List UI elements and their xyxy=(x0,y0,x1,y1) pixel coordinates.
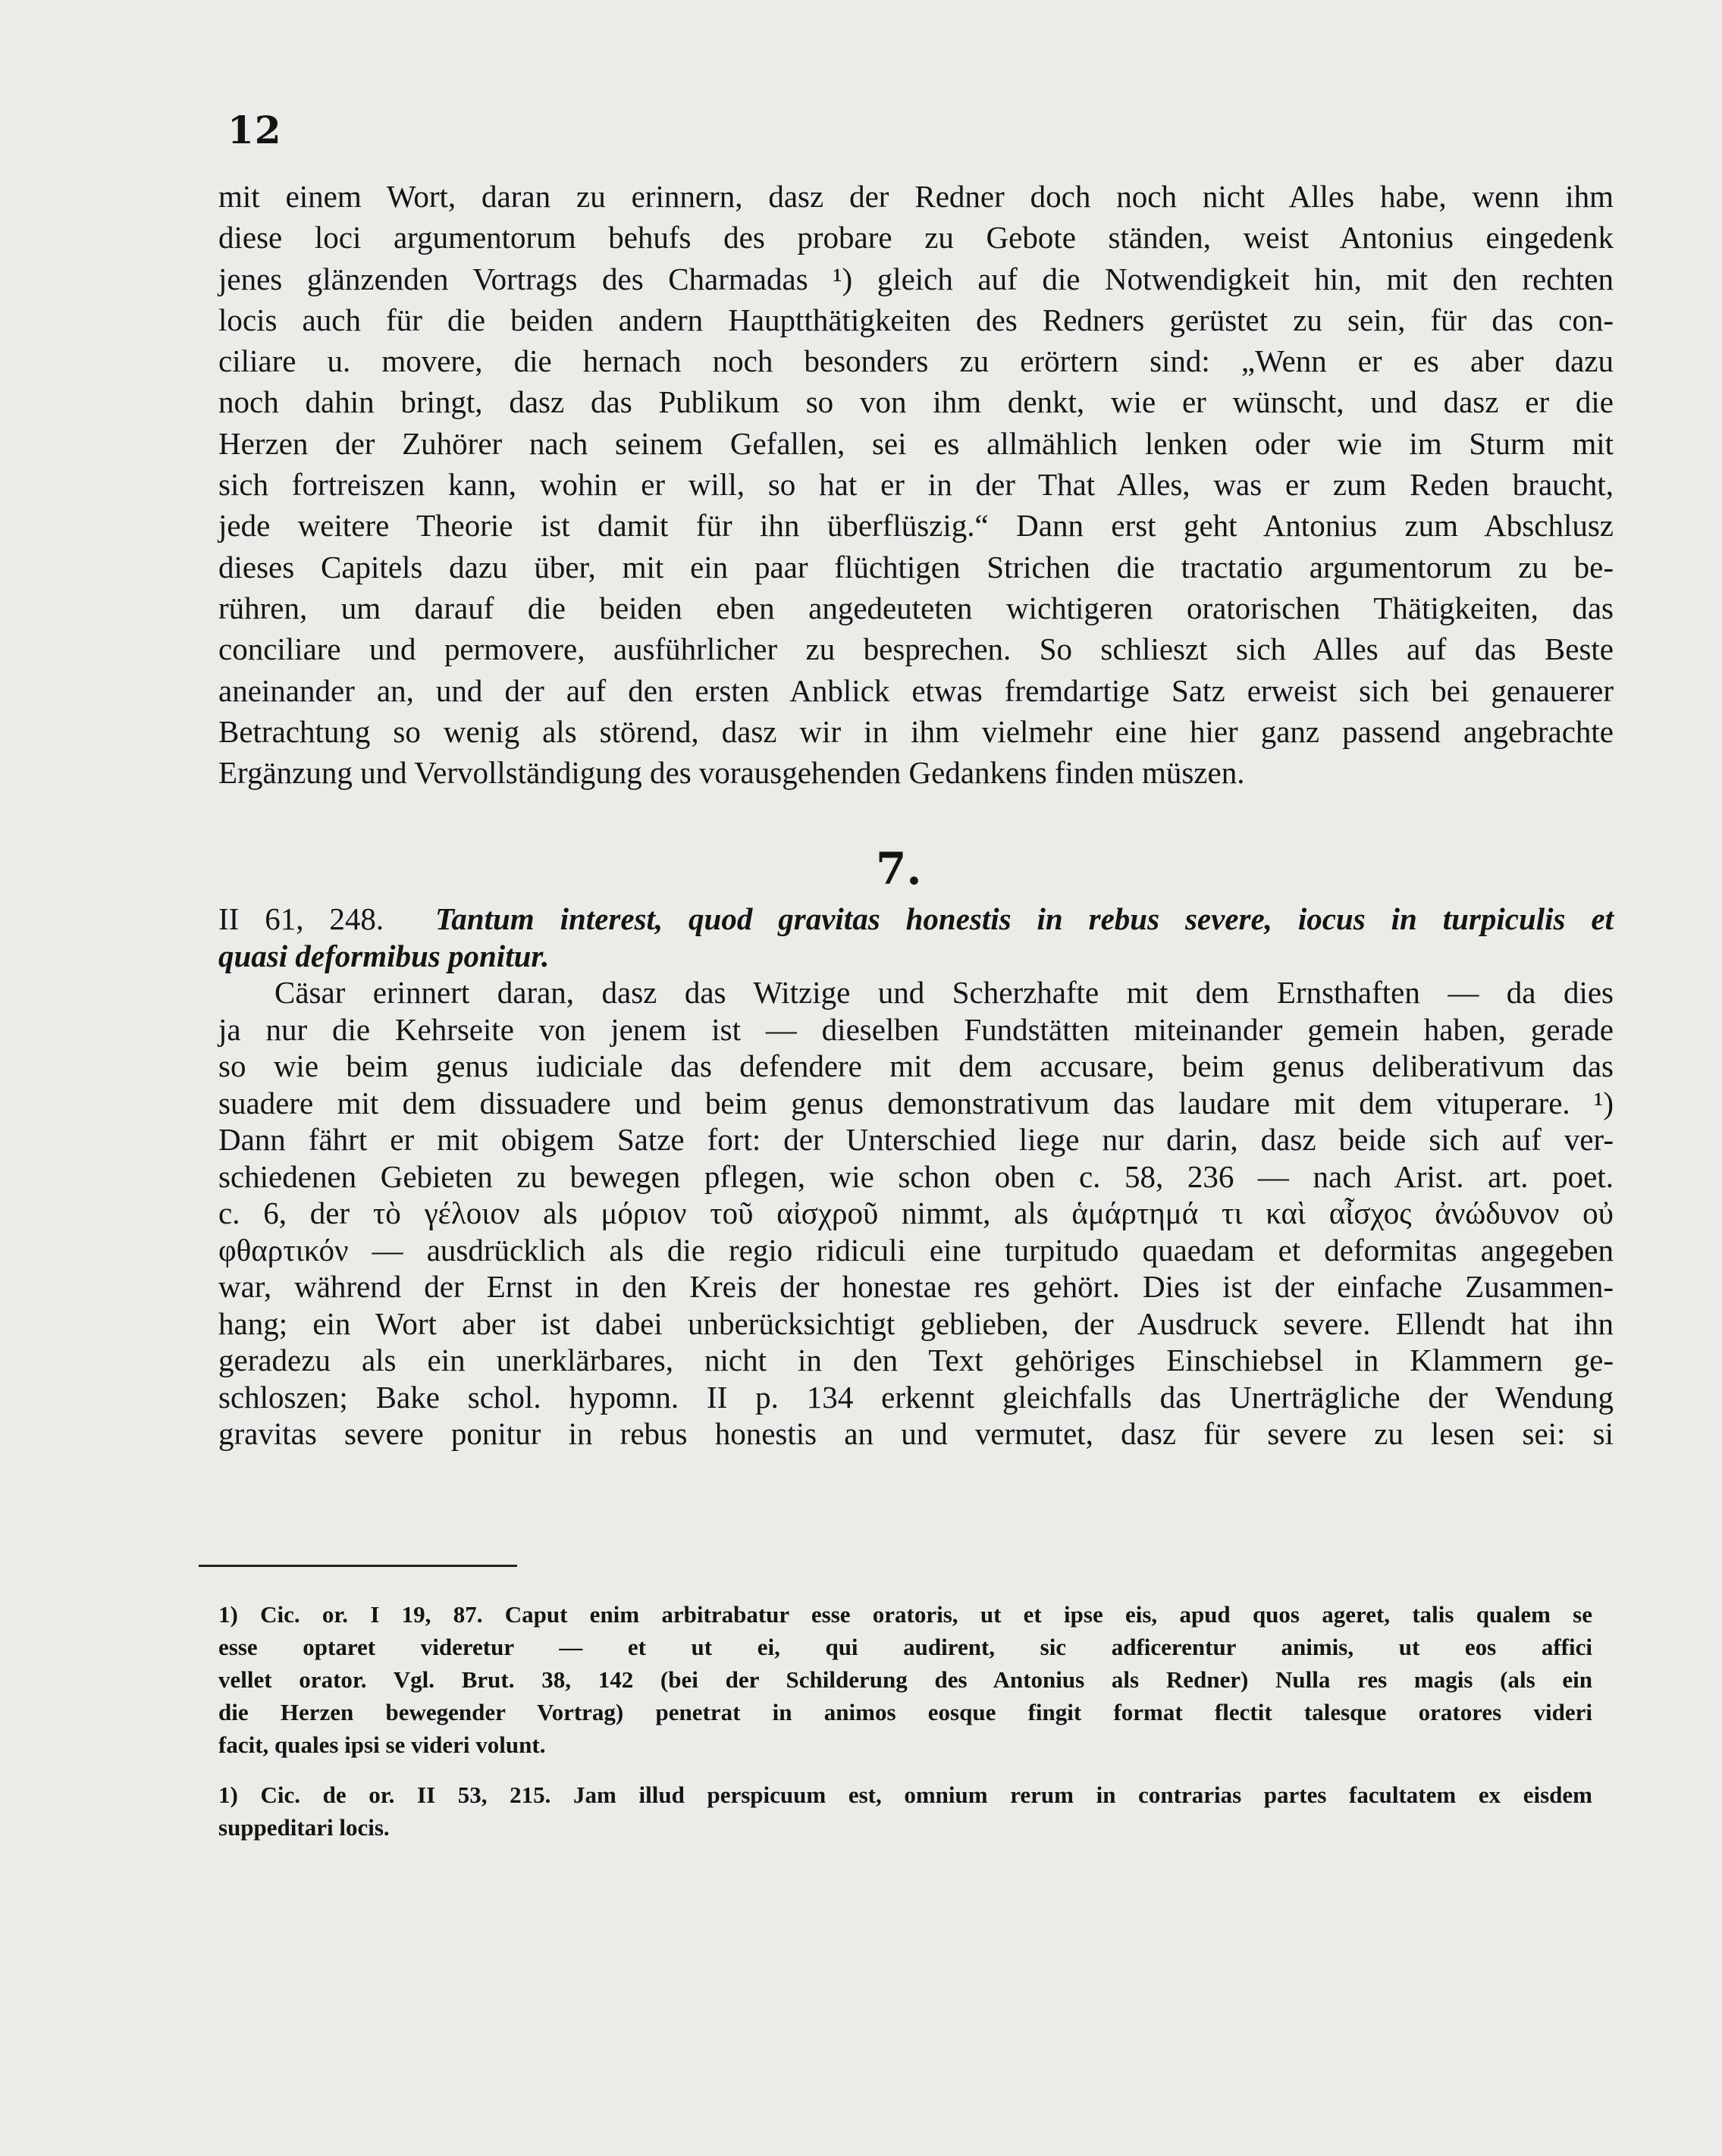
text-line: mit einem Wort, daran zu erinnern, dasz der Redner doch noch nicht Alles habe, wenn ihm xyxy=(218,179,1614,214)
text-line: aneinander an, und der auf den ersten Anblick etwas fremdartige Satz erweist sich bei genauerer xyxy=(218,672,1614,708)
footnote-line: die Herzen bewegender Vortrag) penetrat in animos eosque fingit format flectit talesque oratores videri xyxy=(218,1699,1592,1725)
section-number: 7. xyxy=(876,843,922,895)
text-line: war, während der Ernst in den Kreis der honestae res gehört. Dies ist der einfache Zusammen- xyxy=(218,1269,1614,1304)
text-line: Betrachtung so wenig als störend, dasz wir in ihm vielmehr eine hier ganz passend angebrachte xyxy=(218,713,1614,749)
text-line: so wie beim genus iudiciale das defendere mit dem accusare, beim genus deliberativum das xyxy=(218,1048,1614,1083)
text-line: Herzen der Zuhörer nach seinem Gefallen, sei es allmählich lenken oder wie im Sturm mit xyxy=(218,425,1614,461)
text-line: conciliare und permovere, ausführlicher zu besprechen. So schlieszt sich Alles auf das Beste xyxy=(218,631,1614,667)
text-line: c. 6, der τὸ γέλοιον als μόριον τοῦ αἰσχροῦ nimmt, als ἁμάρτημά τι καὶ αἶσχος ἀνώδυνον οὐ xyxy=(218,1196,1614,1230)
text-line: dieses Capitels dazu über, mit ein paar flüchtigen Strichen die tractatio argumentorum zu be- xyxy=(218,549,1614,584)
footnote-line: 1) Cic. or. I 19, 87. Caput enim arbitrabatur esse oratoris, ut et ipse eis, apud quos ageret, talis qualem se xyxy=(218,1601,1592,1628)
footnote-line: 1) Cic. de or. II 53, 215. Jam illud perspicuum est, omnium rerum in contrarias partes facultatem ex eisdem xyxy=(218,1782,1592,1808)
citation-line xyxy=(218,901,1614,938)
text-line: schloszen; Bake schol. hypomn. II p. 134 erkennt gleichfalls das Unerträgliche der Wendung xyxy=(218,1379,1614,1415)
paragraph-1 xyxy=(218,176,1614,793)
footnote-1 xyxy=(218,1598,1592,1761)
text-line: diese loci argumentorum behufs des probare zu Gebote ständen, weist Antonius eingedenk xyxy=(218,220,1614,255)
paragraph-2 xyxy=(218,901,1614,1452)
text-line: jenes glänzenden Vortrags des Charmadas ¹) gleich auf die Notwendigkeit hin, mit den rechten xyxy=(218,261,1614,296)
text-line: hang; ein Wort aber ist dabei unberücksichtigt geblieben, der Ausdruck severe. Ellendt hat ihn xyxy=(218,1305,1614,1341)
footnote-line: esse optaret videretur — et ut ei, qui audirent, sic adficerentur animis, ut eos affici xyxy=(218,1634,1592,1660)
citation-ref: II 61, 248. xyxy=(218,901,384,936)
text-line: schiedenen Gebieten zu bewegen pflegen, wie schon oben c. 58, 236 — nach Arist. art. poet. xyxy=(218,1158,1614,1194)
text-line: gravitas severe ponitur in rebus honestis an und vermutet, dasz für severe zu lesen sei: si xyxy=(218,1416,1614,1451)
citation-line: quasi deformibus ponitur. xyxy=(218,938,550,973)
text-line: jede weitere Theorie ist damit für ihn überflüszig.“ Dann erst geht Antonius zum Abschlusz xyxy=(218,508,1614,544)
footnote-2 xyxy=(218,1778,1592,1844)
citation-text: Tantum interest, quod gravitas honestis in rebus severe, iocus in turpiculis et xyxy=(435,901,1614,936)
text-line: locis auch für die beiden andern Hauptthätigkeiten des Redners gerüstet zu sein, für das con- xyxy=(218,302,1614,337)
footnote-line: vellet orator. Vgl. Brut. 38, 142 (bei der Schilderung des Antonius als Redner) Nulla res magis (als ein xyxy=(218,1666,1592,1693)
text-line: ciliare u. movere, die hernach noch besonders zu erörtern sind: „Wenn er es aber dazu xyxy=(218,343,1614,379)
text-line: sich fortreiszen kann, wohin er will, so hat er in der That Alles, was er zum Reden braucht, xyxy=(218,467,1614,503)
footnote-divider xyxy=(199,1565,517,1567)
text-line: ja nur die Kehrseite von jenem ist — dieselben Fundstätten miteinander gemein haben, gerade xyxy=(218,1011,1614,1047)
footnote-line: facit, quales ipsi se videri volunt. xyxy=(218,1731,546,1758)
text-line: suadere mit dem dissuadere und beim genus demonstrativum das laudare mit dem vituperare. ¹) xyxy=(218,1085,1614,1120)
text-line: geradezu als ein unerklärbares, nicht in den Text gehöriges Einschiebsel in Klammern ge- xyxy=(218,1343,1614,1377)
text-line: Cäsar erinnert daran, dasz das Witzige und Scherzhafte mit dem Ernsthaften — da dies xyxy=(274,975,1614,1010)
text-line: Dann fährt er mit obigem Satze fort: der Unterschied liege nur darin, dasz beide sich auf ver- xyxy=(218,1122,1614,1157)
footnote-line: suppeditari locis. xyxy=(218,1814,390,1841)
text-line: φθαρτικόν — ausdrücklich als die regio ridiculi eine turpitudo quaedam et deformitas angegeben xyxy=(218,1232,1614,1268)
text-line: Ergänzung und Vervollständigung des vorausgehenden Gedankens finden müszen. xyxy=(218,755,1245,791)
text-line: noch dahin bringt, dasz das Publikum so von ihm denkt, wie er wünscht, und dasz er die xyxy=(218,384,1614,420)
text-line: rühren, um darauf die beiden eben angedeuteten wichtigeren oratorischen Thätigkeiten, das xyxy=(218,590,1614,625)
page-number: 12 xyxy=(227,108,282,152)
